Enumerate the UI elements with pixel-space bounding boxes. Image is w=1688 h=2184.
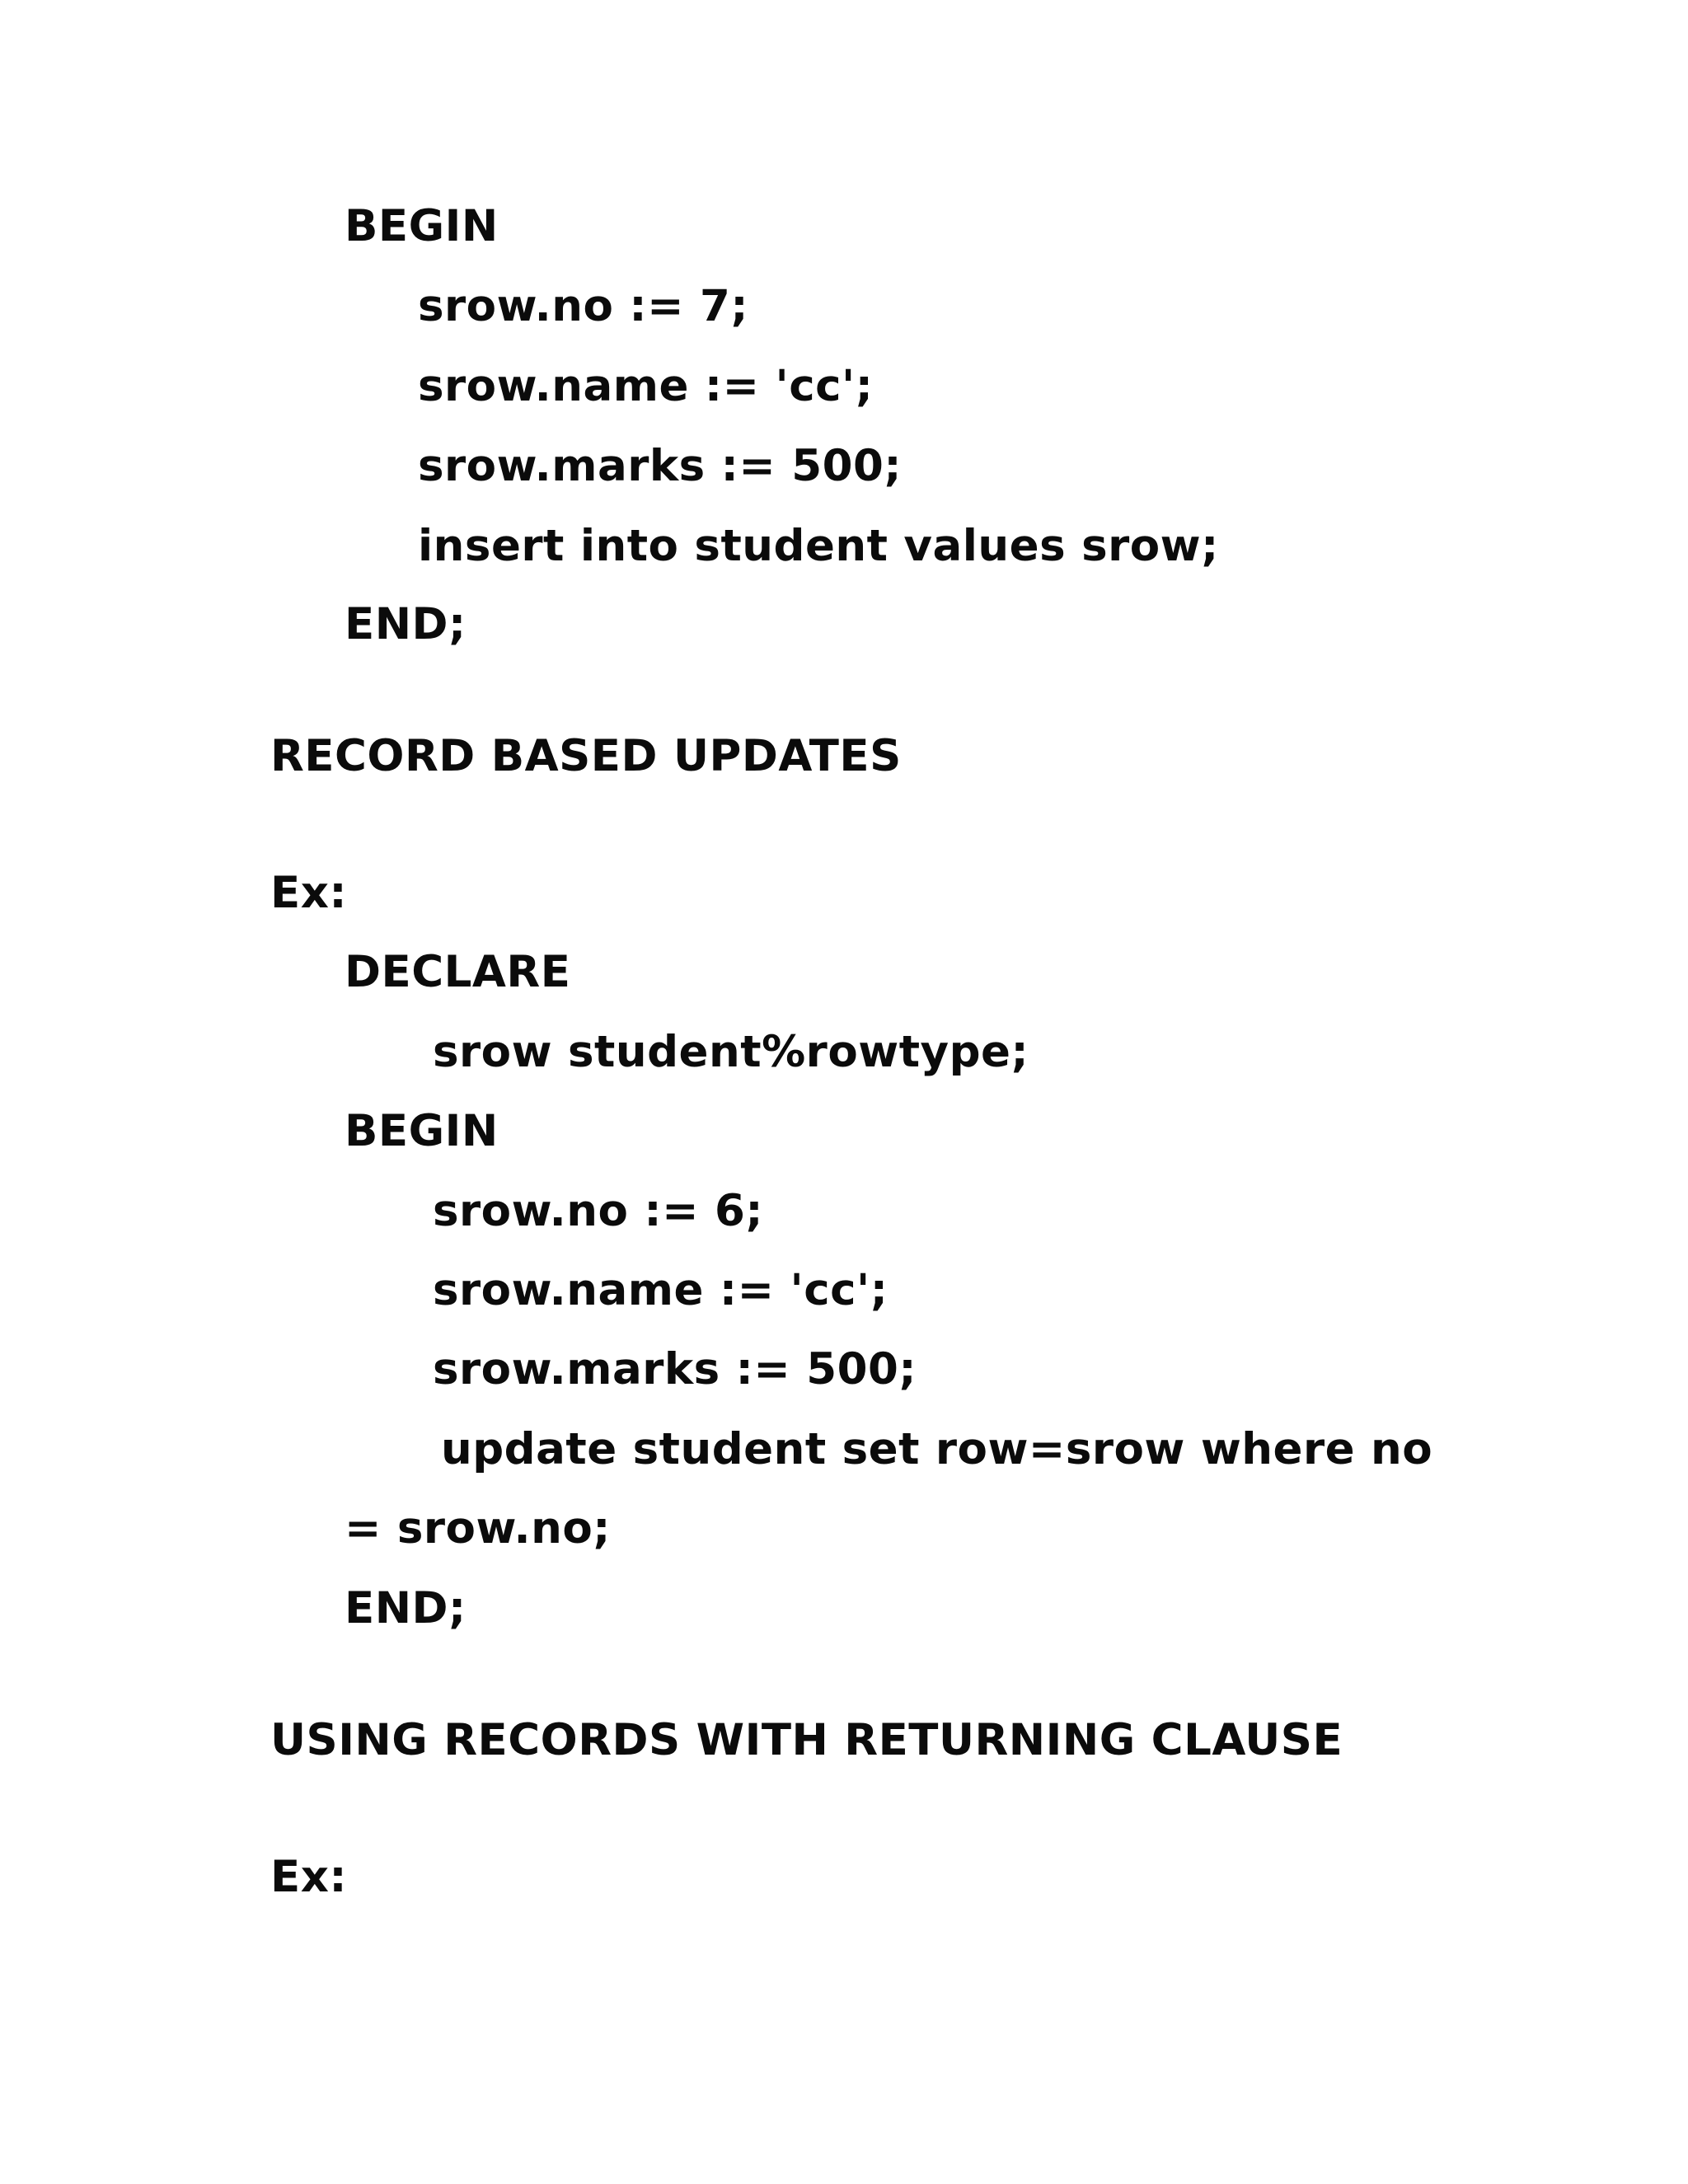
code-keyword-begin: BEGIN [345, 201, 499, 251]
code-keyword-declare: DECLARE [345, 947, 571, 997]
code-line: update student set row=srow where no [441, 1424, 1433, 1474]
code-line: srow.marks := 500; [433, 1344, 917, 1394]
code-line: srow.name := 'cc'; [418, 361, 874, 411]
example-label: Ex: [270, 1852, 348, 1902]
code-line: = srow.no; [345, 1503, 611, 1554]
code-line: srow.no := 7; [418, 281, 749, 331]
section-heading: RECORD BASED UPDATES [270, 731, 902, 781]
code-line: srow student%rowtype; [433, 1027, 1029, 1077]
code-keyword-begin: BEGIN [345, 1106, 499, 1156]
example-label: Ex: [270, 868, 348, 918]
code-keyword-end: END; [345, 1583, 467, 1633]
code-keyword-end: END; [345, 599, 467, 649]
code-line: srow.marks := 500; [418, 441, 903, 491]
code-line: insert into student values srow; [418, 521, 1219, 571]
code-line: srow.no := 6; [433, 1186, 764, 1236]
code-line: srow.name := 'cc'; [433, 1265, 889, 1315]
section-heading: USING RECORDS WITH RETURNING CLAUSE [270, 1715, 1343, 1765]
